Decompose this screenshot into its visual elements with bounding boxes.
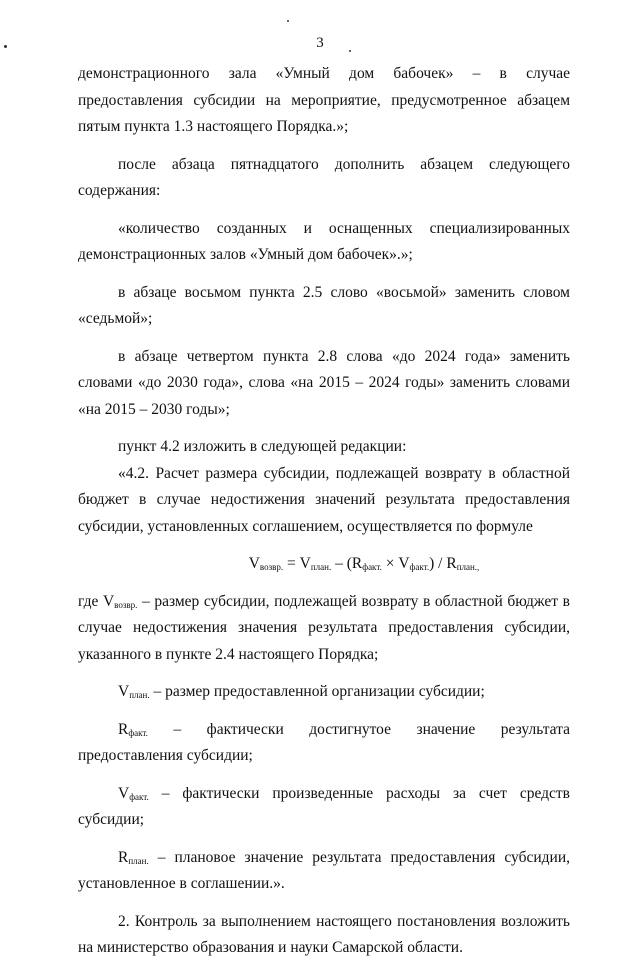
paragraph-2: после абзаца пятнадцатого дополнить абзацем следующего содержания: xyxy=(78,155,570,199)
document-body xyxy=(78,61,570,962)
paragraph-r-plan: $R_{план.}$ – плановое значение результата предоставления субсидии, установленное в соглашении.». xyxy=(78,848,570,892)
paragraph-3: «количество созданных и оснащенных специализированных демонстрационных залов «Умный дом бабочек».»; xyxy=(78,219,570,263)
paragraph-6: пункт 4.2 изложить в следующей редакции: xyxy=(118,438,407,455)
paragraph-where-v-refund: где $V_{возвр.}$ – размер субсидии, подлежащей возврату в областной бюджет в случае недостижения значения результата предоставления субсидии, указанного в пункте 2.4 настоящего Порядка; xyxy=(78,592,570,663)
paragraph-v-fact: $V_{факт.}$ – фактически произведенные расходы за счет средств субсидии; xyxy=(78,784,570,828)
page-number: 3 xyxy=(316,35,324,51)
paragraph-1: демонстрационного зала «Умный дом бабочек» – в случае предоставления субсидии на мероприятие, предусмотренное абзацем пятым пункта 1.3 настоящего Порядка.»; xyxy=(78,65,570,135)
paragraph-v-plan: $V_{план.}$ – размер предоставленной организации субсидии; xyxy=(118,683,485,700)
paragraph-4: в абзаце восьмом пункта 2.5 слово «восьмой» заменить словом «седьмой»; xyxy=(78,283,570,327)
scan-speck xyxy=(287,20,289,22)
refund-formula: $V_{возвр.} = V_{план.} - (R_{факт.} \times V_{факт.}) / R_{план.,}$ xyxy=(248,555,480,572)
paragraph-r-fact: $R_{факт.}$ – фактически достигнутое значение результата предоставления субсидии; xyxy=(78,720,570,764)
paragraph-control: 2. Контроль за выполнением настоящего постановления возложить на министерство образования и науки Самарской области. xyxy=(78,912,570,956)
paragraph-7: «4.2. Расчет размера субсидии, подлежащей возврату в областной бюджет в случае недостижения значений результата предоставления субсидии, установленных соглашением, осуществляется по формуле xyxy=(78,464,570,535)
paragraph-5: в абзаце четвертом пункта 2.8 слова «до 2024 года» заменить словами «до 2030 года», слова «на 2015 – 2024 годы» заменить словами «на 2015 – 2030 годы»; xyxy=(78,347,570,418)
